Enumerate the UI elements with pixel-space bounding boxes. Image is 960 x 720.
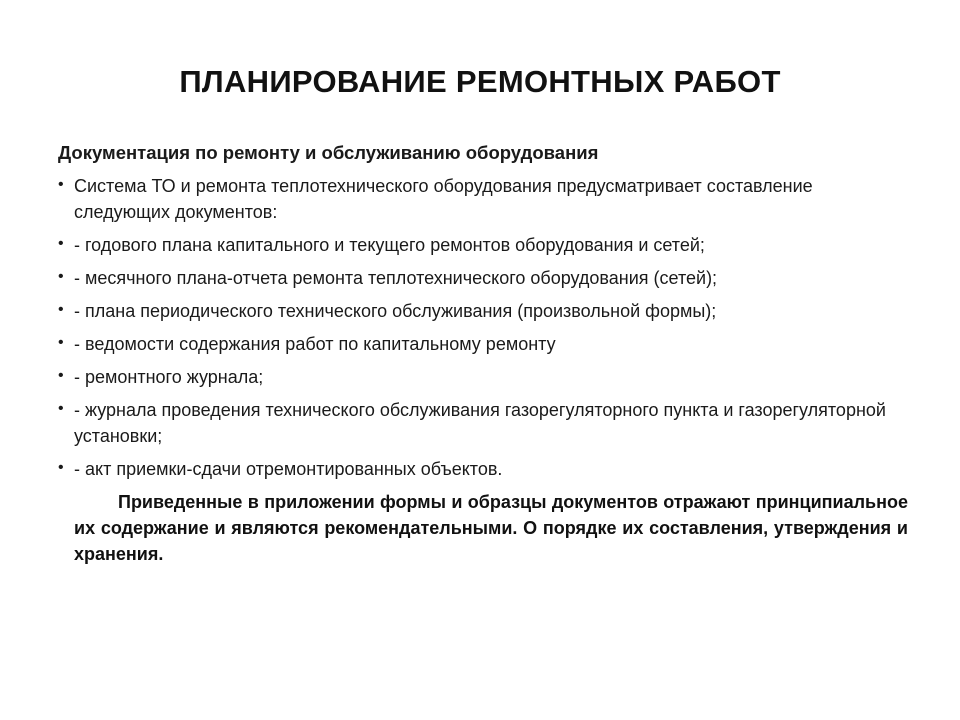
list-item-text: - журнала проведения технического обслуживания газорегуляторного пункта и газорегуляторной установки; [74,400,886,446]
list-item-text: - акт приемки-сдачи отремонтированных объектов. [74,459,503,479]
list-item [58,456,908,482]
list-item [58,265,908,291]
list-item-text: - ведомости содержания работ по капитальному ремонту [74,334,556,354]
slide-title: ПЛАНИРОВАНИЕ РЕМОНТНЫХ РАБОТ [179,64,781,99]
list-item-text: - годового плана капитального и текущего ремонтов оборудования и сетей; [74,235,705,255]
bullet-icon: • [58,400,64,417]
bullet-icon: • [58,459,64,476]
slide-content [58,142,908,567]
bullet-icon: • [58,301,64,318]
bullet-icon: • [58,268,64,285]
bullet-list [58,173,908,482]
list-item [58,397,908,449]
list-item [58,364,908,390]
bullet-icon: • [58,367,64,384]
closing-note: Приведенные в приложении формы и образцы документов отражают принципиальное их содержание и являются рекомендательными. О порядке их составления, утверждения и хранения. [74,492,908,564]
list-item-text: - месячного плана-отчета ремонта теплотехнического оборудования (сетей); [74,268,718,288]
list-item [58,298,908,324]
bullet-icon: • [58,235,64,252]
list-item [58,173,908,225]
list-item-text: Система ТО и ремонта теплотехнического оборудования предусматривает составление следующих документов: [74,176,813,222]
list-item-text: - плана периодического технического обслуживания (произвольной формы); [74,301,717,321]
section-subheading: Документация по ремонту и обслуживанию оборудования [58,142,599,163]
list-item-text: - ремонтного журнала; [74,367,264,387]
bullet-icon: • [58,176,64,193]
bullet-icon: • [58,334,64,351]
list-item [58,232,908,258]
list-item [58,331,908,357]
